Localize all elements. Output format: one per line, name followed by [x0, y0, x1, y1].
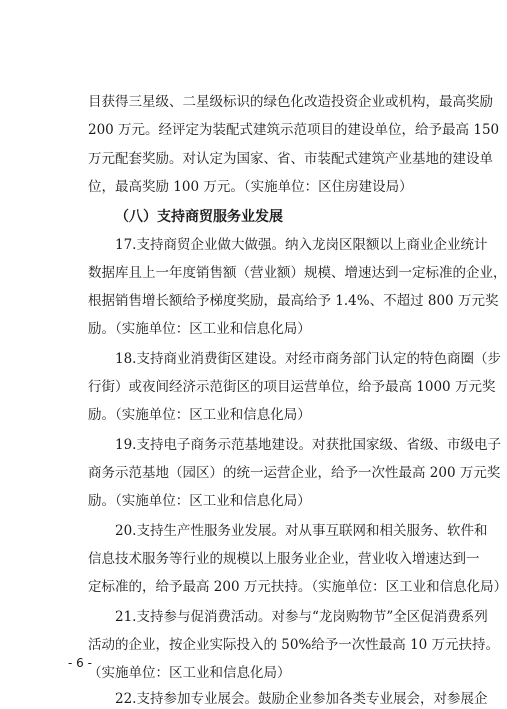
text-line: 21.支持参与促消费活动。对参与“龙岗购物节”全区促消费系列: [115, 609, 488, 625]
text-line: 信息技术服务等行业的规模以上服务业企业，营业收入增速达到一: [88, 551, 480, 567]
text-line: 22.支持参加专业展会。鼓励企业参加各类专业展会，对参展企: [115, 691, 488, 707]
text-line: 18.支持商业消费街区建设。对经市商务部门认定的特色商圈（步: [115, 351, 501, 367]
text-line: 17.支持商贸企业做大做强。纳入龙岗区限额以上商业企业统计: [115, 237, 488, 253]
text-line: 励。（实施单位：区工业和信息化局）: [88, 321, 311, 337]
text-line: 商务示范基地（园区）的统一运营企业，给予一次性最高 200 万元奖: [88, 465, 501, 481]
text-line: （实施单位：区工业和信息化局）: [88, 665, 291, 681]
text-line: 19.支持电子商务示范基地建设。对获批国家级、省级、市级电子: [115, 437, 501, 453]
text-line: 目获得三星级、二星级标识的绿色化改造投资企业或机构，最高奖励: [88, 94, 493, 110]
text-line: 定标准的，给予最高 200 万元扶持。（实施单位：区工业和信息化局）: [88, 579, 507, 595]
text-line: 200 万元。经评定为装配式建筑示范项目的建设单位，给予最高 150: [88, 122, 500, 138]
text-line: 万元配套奖励。对认定为国家、省、市装配式建筑产业基地的建设单: [88, 151, 493, 167]
text-line: 活动的企业，按企业实际投入的 50%给予一次性最高 10 万元扶持。: [88, 637, 500, 653]
text-line: 根据销售增长额给予梯度奖励，最高给予 1.4%、不超过 800 万元奖: [88, 293, 499, 309]
text-line: 数据库且上一年度销售额（营业额）规模、增速达到一定标准的企业，: [88, 265, 507, 281]
page-number: - 6 -: [68, 656, 92, 670]
section-heading: （八）支持商贸服务业发展: [115, 209, 283, 225]
text-line: 行街）或夜间经济示范街区的项目运营单位，给予最高 1000 万元奖: [88, 379, 496, 395]
text-line: 位，最高奖励 100 万元。（实施单位：区住房建设局）: [88, 179, 413, 195]
text-line: 20.支持生产性服务业发展。对从事互联网和相关服务、软件和: [115, 523, 488, 539]
text-line: 励。（实施单位：区工业和信息化局）: [88, 493, 311, 509]
text-line: 励。（实施单位：区工业和信息化局）: [88, 407, 311, 423]
